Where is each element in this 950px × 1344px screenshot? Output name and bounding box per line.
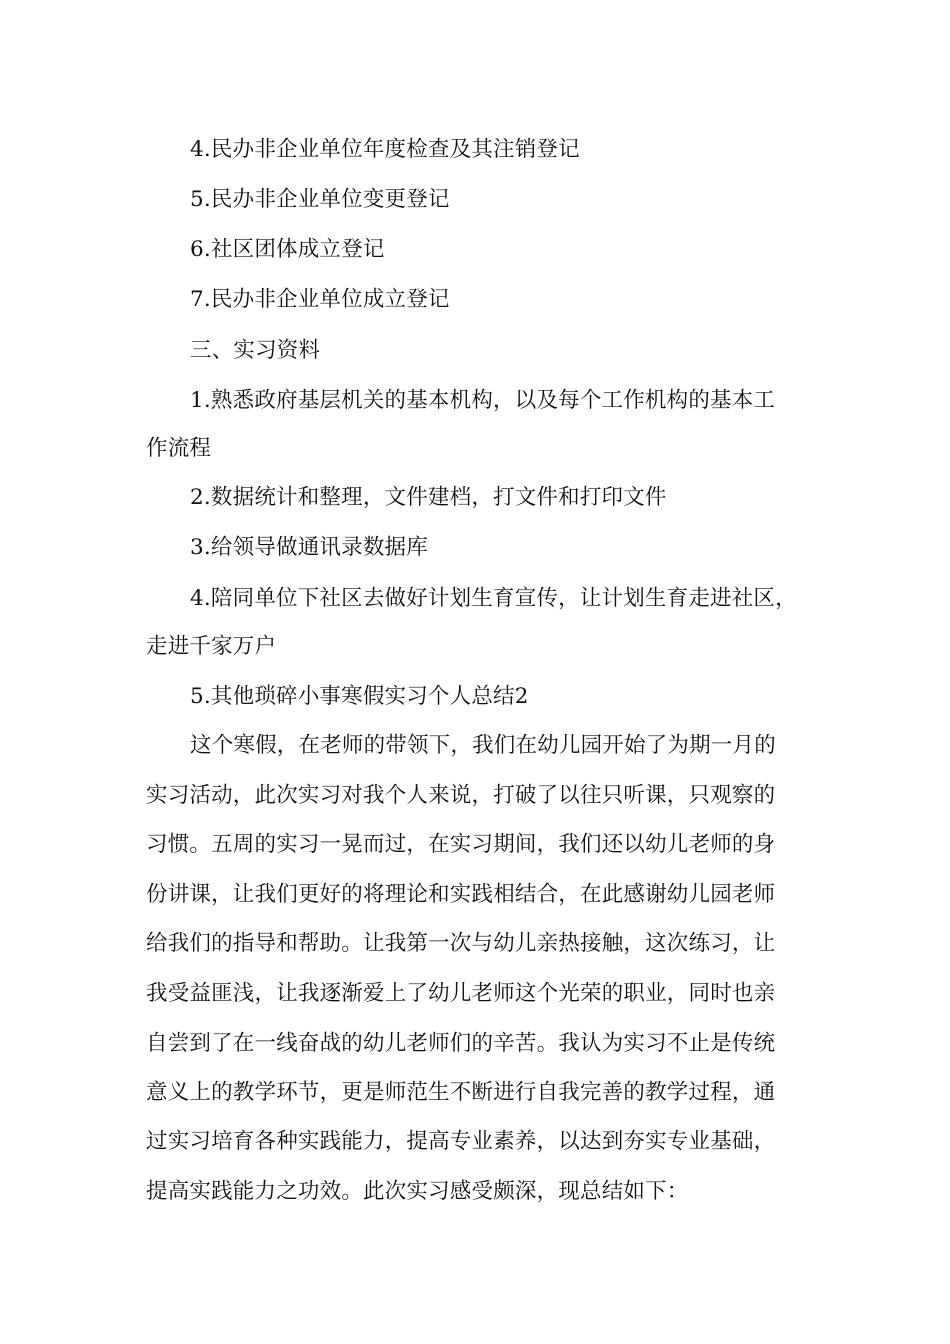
paragraph-line: 过实习培育各种实践能力，提高专业素养，以达到夯实专业基础， [146, 1129, 776, 1154]
paragraph-line: 提高实践能力之功效。此次实习感受颇深，现总结如下： [146, 1179, 689, 1204]
list-item: 2.数据统计和整理，文件建档，打文件和打印文件 [190, 485, 667, 510]
section-heading: 三、实习资料 [190, 338, 321, 363]
list-item-continuation: 走进千家万户 [146, 634, 277, 659]
paragraph-line: 给我们的指导和帮助。让我第一次与幼儿亲热接触，这次练习，让 [146, 931, 776, 956]
list-item: 5.其他琐碎小事寒假实习个人总结2 [190, 684, 529, 709]
paragraph-line: 意义上的教学环节，更是师范生不断进行自我完善的教学过程，通 [146, 1080, 776, 1105]
paragraph-line: 我受益匪浅，让我逐渐爱上了幼儿老师这个光荣的职业，同时也亲 [146, 981, 776, 1006]
list-item-continuation: 作流程 [146, 436, 212, 461]
paragraph-line: 份讲课，让我们更好的将理论和实践相结合，在此感谢幼儿园老师 [146, 882, 776, 907]
list-item: 4.陪同单位下社区去做好计划生育宣传，让计划生育走进社区， [190, 586, 797, 611]
list-item: 7.民办非企业单位成立登记 [190, 287, 450, 312]
paragraph-line: 这个寒假，在老师的带领下，我们在幼儿园开始了为期一月的 [190, 733, 776, 758]
paragraph-line: 实习活动，此次实习对我个人来说，打破了以往只听课，只观察的 [146, 783, 776, 808]
list-item: 6.社区团体成立登记 [190, 237, 385, 262]
list-item: 1.熟悉政府基层机关的基本机构，以及每个工作机构的基本工 [190, 388, 776, 413]
list-item: 5.民办非企业单位变更登记 [190, 187, 450, 212]
list-item: 4.民办非企业单位年度检查及其注销登记 [190, 137, 580, 162]
paragraph-line: 习惯。五周的实习一晃而过，在实习期间，我们还以幼儿老师的身 [146, 832, 776, 857]
paragraph-line: 自尝到了在一线奋战的幼儿老师们的辛苦。我认为实习不止是传统 [146, 1031, 776, 1056]
list-item: 3.给领导做通讯录数据库 [190, 535, 428, 560]
